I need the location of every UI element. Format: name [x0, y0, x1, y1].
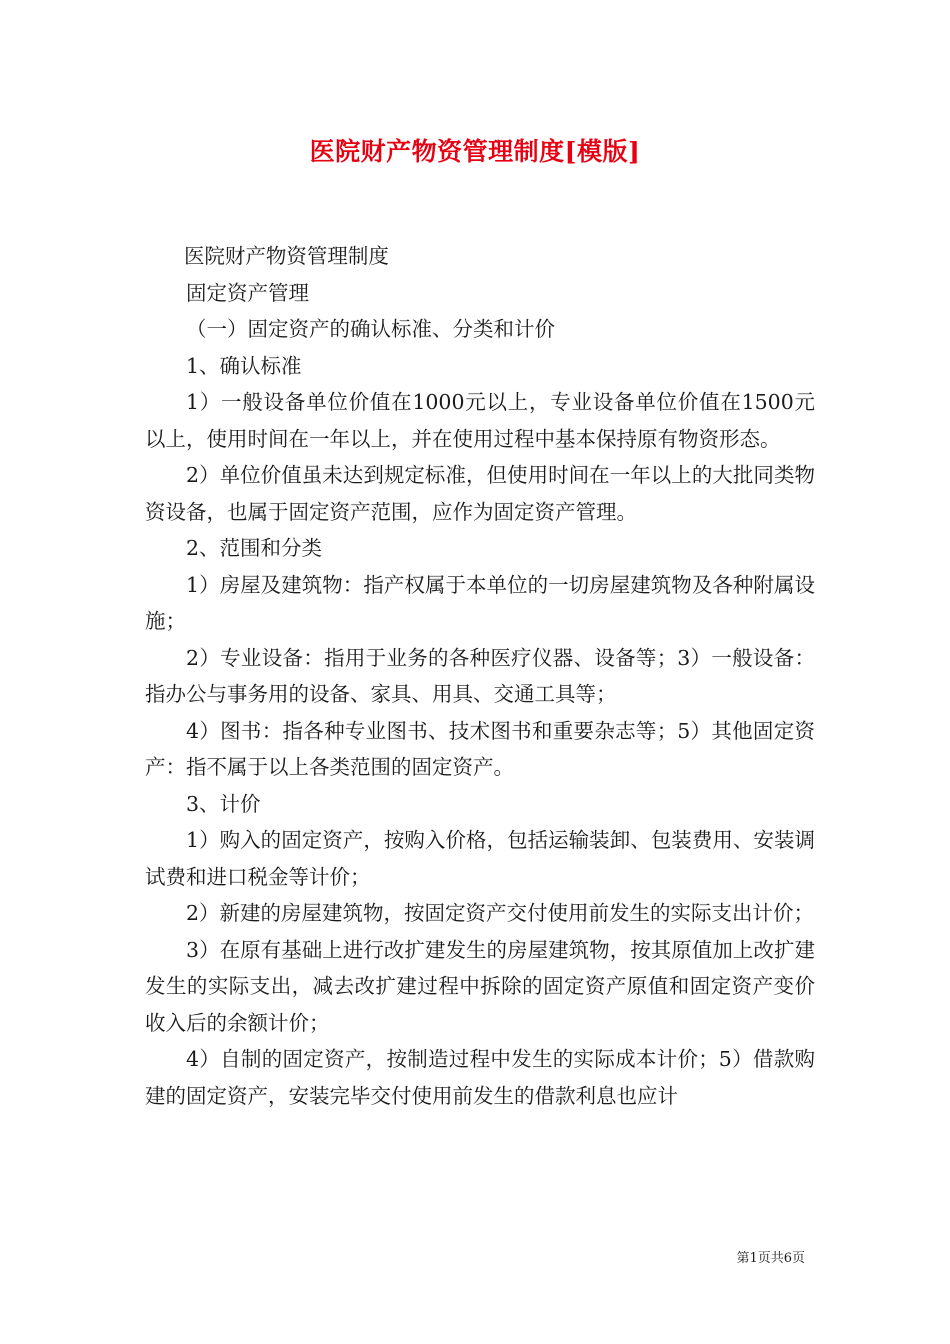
paragraph-subsection-1: （一）固定资产的确认标准、分类和计价: [186, 317, 555, 341]
paragraph-valuation-4-5: 4）自制的固定资产，按制造过程中发生的实际成本计价；5）借款购建的固定资产，安装完毕交付使用前发生的借款利息也应计: [145, 1047, 815, 1108]
document-body: [145, 238, 815, 1114]
paragraph-standard-1: 1）一般设备单位价值在1000元以上，专业设备单位价值在1500元以上，使用时间在一年以上，并在使用过程中基本保持原有物资形态。: [145, 390, 815, 451]
paragraph-valuation-2: 2）新建的房屋建筑物，按固定资产交付使用前发生的实际支出计价；: [186, 901, 815, 925]
paragraph-doc-name: 医院财产物资管理制度: [183, 244, 389, 268]
paragraph-valuation-3: 3）在原有基础上进行改扩建发生的房屋建筑物，按其原值加上改扩建发生的实际支出，减去改扩建过程中拆除的固定资产原值和固定资产变价收入后的余额计价；: [145, 937, 815, 1035]
page-number: 第1页共6页: [736, 1251, 805, 1266]
paragraph-heading-valuation: 3、计价: [186, 791, 261, 816]
paragraph-scope-2-3: 2）专业设备：指用于业务的各种医疗仪器、设备等；3）一般设备：指办公与事务用的设备、家具、用具、交通工具等；: [145, 645, 815, 706]
document-title: 医院财产物资管理制度[模版]: [309, 137, 641, 166]
paragraph-scope-1: 1）房屋及建筑物：指产权属于本单位的一切房屋建筑物及各种附属设施；: [145, 572, 815, 633]
paragraph-standard-2: 2）单位价值虽未达到规定标准，但使用时间在一年以上的大批同类物资设备，也属于固定资产范围，应作为固定资产管理。: [145, 463, 815, 524]
paragraph-valuation-1: 1）购入的固定资产，按购入价格，包括运输装卸、包装费用、安装调试费和进口税金等计价；: [145, 828, 815, 889]
paragraph-section-title: 固定资产管理: [186, 280, 309, 305]
paragraph-scope-4-5: 4）图书：指各种专业图书、技术图书和重要杂志等；5）其他固定资产：指不属于以上各类范围的固定资产。: [145, 718, 815, 779]
paragraph-heading-scope: 2、范围和分类: [186, 536, 323, 560]
paragraph-heading-confirm-standard: 1、确认标准: [186, 353, 302, 378]
